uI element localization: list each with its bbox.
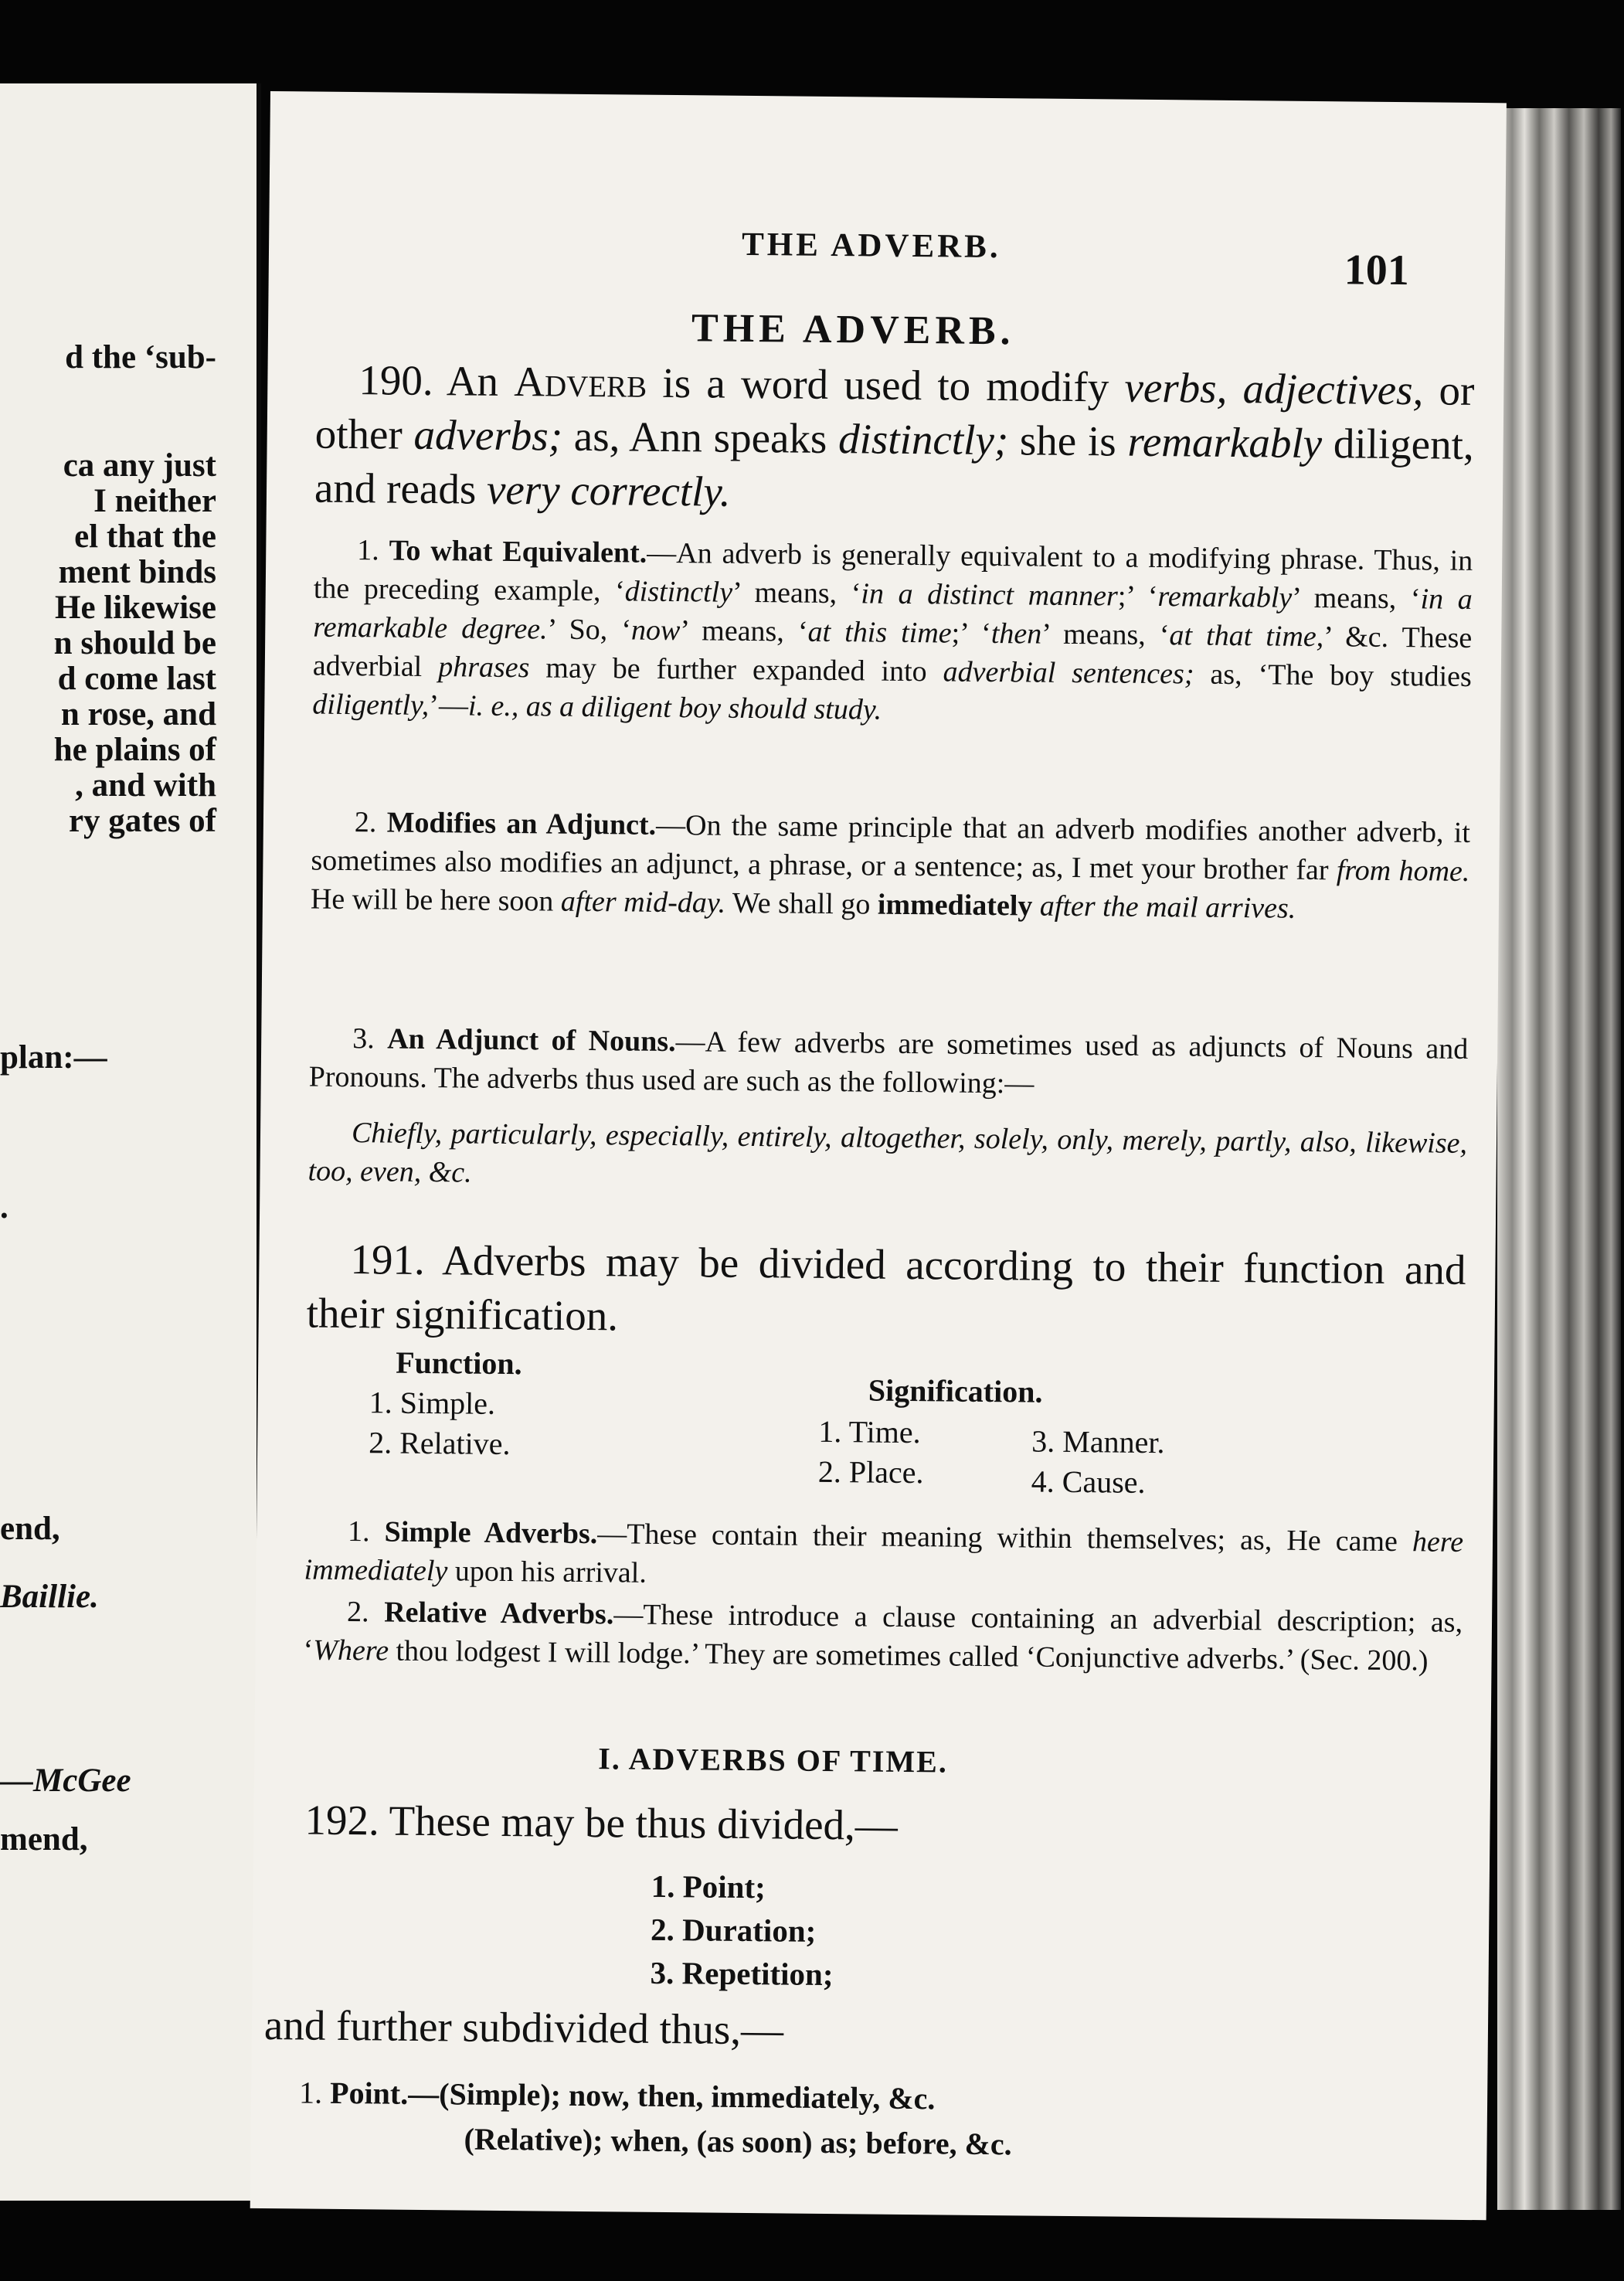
adverb-examples-list: Chiefly, particularly, especially, entirely, altogether, solely, only, merely, partly, also, likewise, too, even, &c. bbox=[307, 1117, 1468, 1189]
paragraph-number: 192. bbox=[304, 1796, 380, 1844]
facing-line: —McGee bbox=[0, 1763, 131, 1799]
note-adjunct-of-nouns: 3. An Adjunct of Nouns.—A few adverbs are sometimes used as adjuncts of Nouns and Pronouns. The adverbs thus used are such as the following:— Chiefly, particularly, especially, entirely, altogether, solely, only, merely, partly, also, likewise, too, even, &c. bbox=[307, 1019, 1468, 1202]
facing-line: el that the bbox=[74, 518, 216, 555]
time-division-list bbox=[650, 1865, 834, 1996]
facing-page-fragment bbox=[0, 83, 261, 2201]
function-column bbox=[369, 1343, 522, 1465]
function-item: 1. Simple. bbox=[369, 1385, 496, 1421]
facing-line: ry gates of bbox=[68, 803, 216, 839]
facing-line: . bbox=[0, 1189, 8, 1225]
signification-heading-wrap bbox=[868, 1371, 1043, 1412]
facing-line: ca any just bbox=[63, 447, 216, 484]
page-stack-edge bbox=[1497, 108, 1621, 2210]
facing-line: d come last bbox=[57, 661, 216, 697]
list-item: 2. Duration; bbox=[650, 1911, 817, 1949]
facing-line: Baillie. bbox=[0, 1579, 99, 1615]
facing-line: end, bbox=[0, 1511, 60, 1547]
point-simple-line: 1. Point.—(Simple); now, then, immediately, &c. bbox=[298, 2075, 936, 2116]
function-item: 2. Relative. bbox=[369, 1425, 511, 1462]
page-number: 101 bbox=[1344, 246, 1410, 295]
function-heading: Function. bbox=[395, 1344, 522, 1382]
subsection-title: I. ADVERBS OF TIME. bbox=[598, 1741, 949, 1780]
facing-line: n should be bbox=[53, 625, 216, 661]
signification-item: 2. Place. bbox=[817, 1453, 924, 1491]
facing-line: , and with bbox=[75, 767, 216, 804]
note-relative-adverbs: 2. Relative Adverbs.—These introduce a clause containing an adverbial description; as, ‘Where thou lodgest I will lodge.’ They are sometimes called ‘Conjunctive adverbs.’ (Sec. 200.) bbox=[303, 1596, 1463, 1678]
paragraph-number: 191. bbox=[350, 1236, 426, 1283]
note-adjunct: 2. Modifies an Adjunct.—On the same principle that an adverb modifies another adverb, it sometimes also modifies an adjunct, a phrase, or a sentence; as, I met your brother far from home. He will be here soon after mid-day. We shall go immediately after the mail arrives. bbox=[310, 806, 1471, 925]
point-relative-line: (Relative); when, (as soon) as; before, &c. bbox=[464, 2121, 1012, 2162]
section-title: THE ADVERB. bbox=[691, 306, 1015, 354]
signification-item: 4. Cause. bbox=[1031, 1463, 1146, 1500]
list-item: 3. Repetition; bbox=[650, 1954, 834, 1993]
facing-line: he plains of bbox=[53, 732, 216, 768]
facing-line: I neither bbox=[93, 483, 216, 519]
paragraph-192: 192. These may be thus divided,— bbox=[304, 1796, 899, 1849]
facing-line: mend, bbox=[0, 1821, 88, 1858]
signification-item: 3. Manner. bbox=[1031, 1423, 1165, 1460]
list-item: 1. Point; bbox=[651, 1868, 766, 1905]
facing-line: n rose, and bbox=[60, 696, 216, 733]
paragraph-191: 191. Adverbs may be divided according to their function and their signification. bbox=[306, 1236, 1466, 1340]
facing-line: plan:— bbox=[0, 1039, 107, 1076]
further-subdivided-line: and further subdivided thus,— bbox=[263, 2001, 784, 2054]
note-equivalent: 1. To what Equivalent.—An adverb is generally equivalent to a modifying phrase. Thus, in the preceding example, ‘distinctly’ means, ‘in a distinct manner;’ ‘remarkably’ means, ‘in a remarkable degree.’ So, ‘now’ means, ‘at this time;’ ‘then’ means, ‘at that time,’ &c. These adverbial phrases may be further expanded into adverbial sentences; as, ‘The boy studies diligently,’—i. e., as a diligent boy should study. bbox=[312, 534, 1473, 726]
signification-item: 1. Time. bbox=[818, 1413, 921, 1450]
paragraph-number: 190. bbox=[358, 356, 433, 405]
signification-column-1 bbox=[818, 1412, 925, 1493]
signification-heading: Signification. bbox=[868, 1372, 1043, 1409]
facing-line: d the ‘sub- bbox=[65, 339, 216, 376]
paragraph-190: 190. An Adverb is a word used to modify verbs, adjectives, or other adverbs; as, Ann speaks distinctly; she is remarkably diligent, and reads very correctly. bbox=[314, 356, 1475, 515]
signification-column-2 bbox=[1031, 1422, 1165, 1504]
running-head: THE ADVERB. bbox=[741, 226, 1001, 266]
facing-line: ment binds bbox=[58, 554, 216, 590]
book-page bbox=[250, 91, 1507, 2220]
facing-line: He likewise bbox=[55, 590, 216, 626]
note-simple-adverbs: 1. Simple Adverbs.—These contain their meaning within themselves; as, He came here immediately upon his arrival. bbox=[304, 1515, 1464, 1589]
